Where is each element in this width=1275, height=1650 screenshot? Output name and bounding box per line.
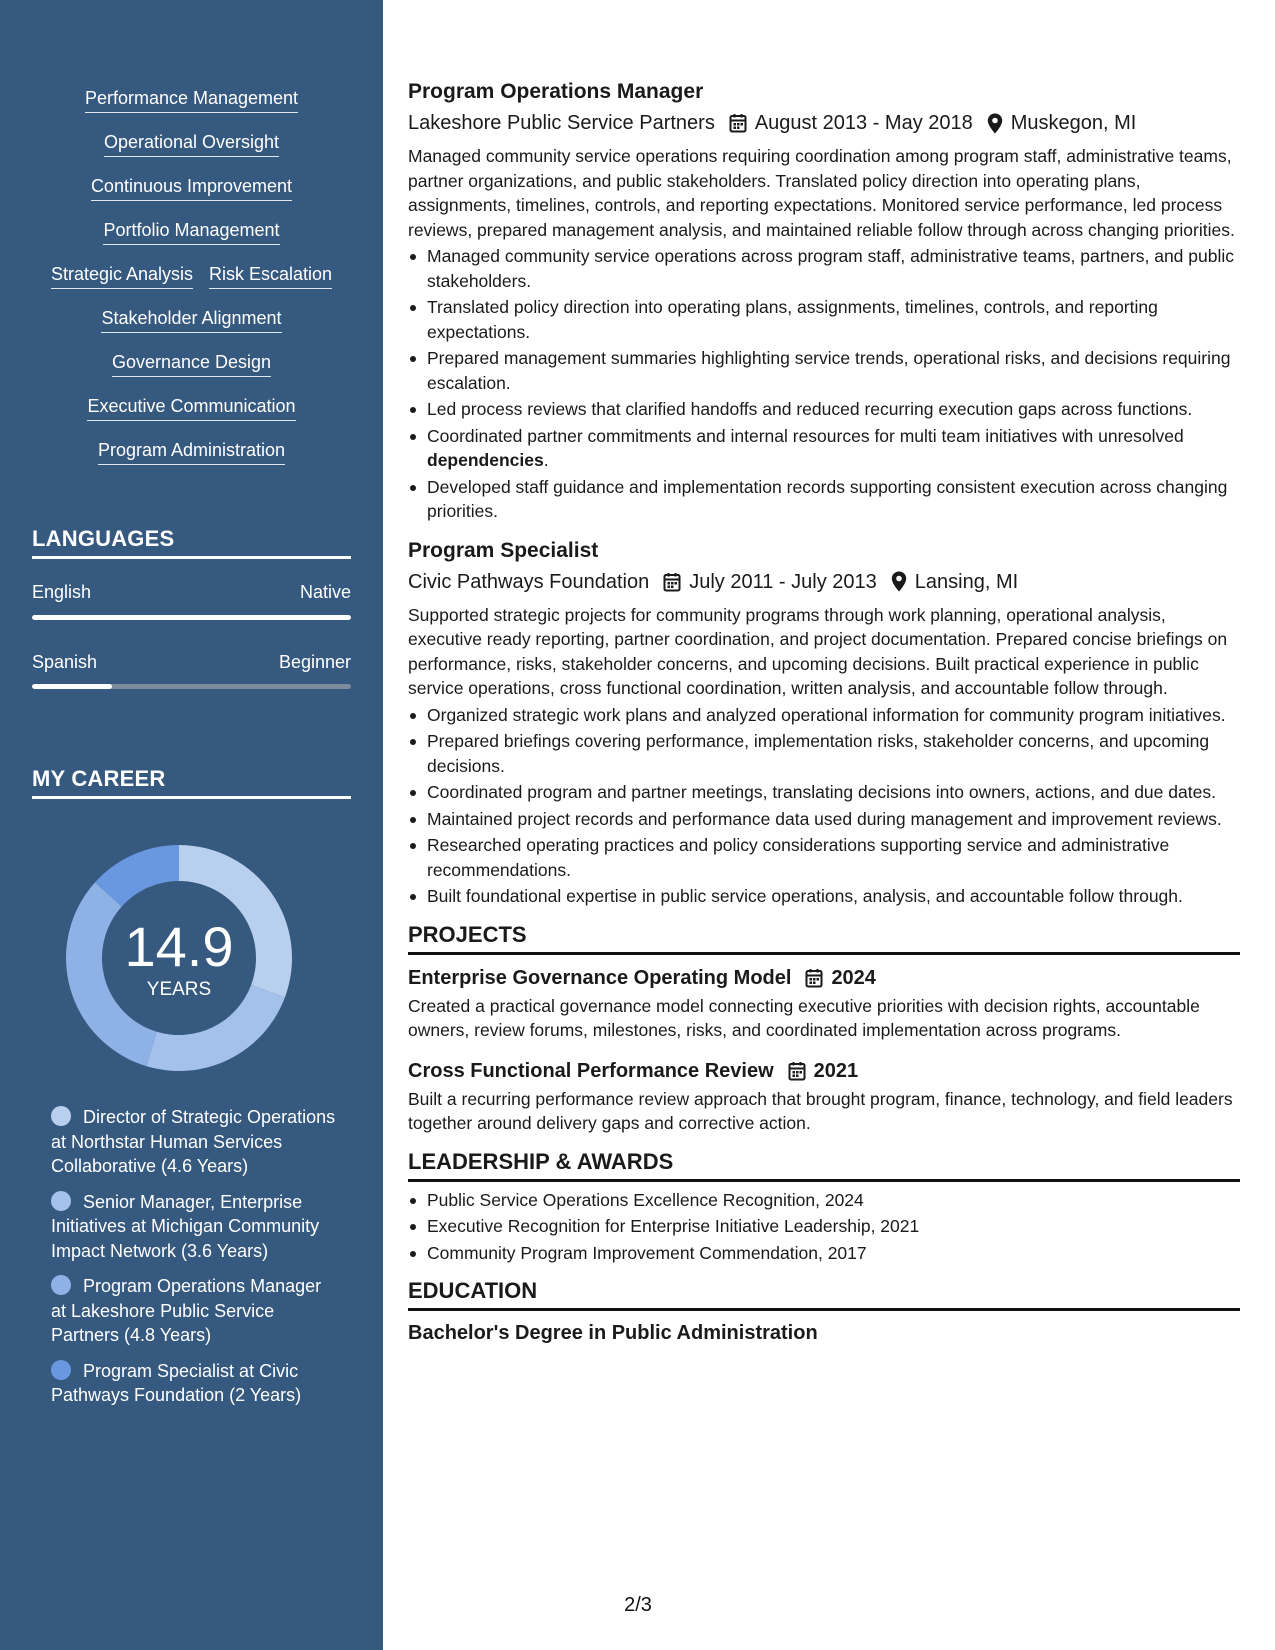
skill-tag: Strategic Analysis xyxy=(51,262,193,289)
project-title-row xyxy=(408,964,1240,992)
education-degree: Bachelor's Degree in Public Administration xyxy=(408,1322,818,1344)
skills-list xyxy=(32,86,351,465)
language-proficiency-fill xyxy=(32,615,351,620)
skill-tag: Performance Management xyxy=(85,86,298,113)
career-total-unit: YEARS xyxy=(146,979,212,1000)
job-bullet: Organized strategic work plans and analyzed operational information for community program initiatives. xyxy=(427,703,1240,728)
company-name: Civic Pathways Foundation xyxy=(408,570,650,593)
award-item: Community Program Improvement Commendation, 2017 xyxy=(427,1241,1240,1266)
language-level: Native xyxy=(299,582,351,602)
career-legend xyxy=(51,1105,341,1419)
calendar-icon xyxy=(729,113,747,133)
projects-heading: PROJECTS xyxy=(408,921,1240,955)
job-summary: Managed community service operations requiring coordination among program staff, administrative teams, partner organizations, and public stakeholders. Translated policy direction into operating plans, assignments, timelines, controls, and reporting expectations. Monitored service performance, led process reviews, prepared management analysis, and maintained reliable follow through across changing priorities. xyxy=(408,146,1235,240)
language-proficiency-bar xyxy=(32,684,351,689)
job-title: Program Specialist xyxy=(408,538,599,562)
calendar-icon xyxy=(805,968,823,988)
language-name: English xyxy=(32,582,92,602)
career-total-value: 14.9 xyxy=(124,915,234,978)
job-bullet: Developed staff guidance and implementation records supporting consistent execution across changing priorities. xyxy=(427,475,1240,524)
job-summary: Supported strategic projects for community programs through work planning, operational analysis, executive ready reporting, partner coordination, and project documentation. Prepared concise briefings on performance, risks, stakeholder concerns, and upcoming decisions. Built practical experience in public service operations, cross functional coordination, written analysis, and accountable follow through. xyxy=(408,604,1228,698)
project-year: 2024 xyxy=(831,966,876,989)
job-bullet: Built foundational expertise in public service operations, analysis, and accountable follow through. xyxy=(427,884,1240,909)
bullet-suffix: . xyxy=(543,450,549,470)
career-legend-item xyxy=(51,1359,341,1408)
job-bullets xyxy=(427,703,1240,909)
job-bullet: Prepared briefings covering performance, implementation risks, stakeholder concerns, and upcoming decisions. xyxy=(427,729,1240,778)
awards-heading: LEADERSHIP & AWARDS xyxy=(408,1148,1240,1182)
job-dates: July 2011 - July 2013 xyxy=(689,570,877,593)
main-content xyxy=(408,78,1240,1347)
experience-entry xyxy=(408,78,1240,524)
bullet-text: Coordinated partner commitments and internal resources for multi team initiatives with unresolved xyxy=(427,425,1184,446)
language-row xyxy=(32,652,351,673)
skill-tag: Stakeholder Alignment xyxy=(101,306,281,333)
project-year: 2021 xyxy=(813,1059,859,1082)
bullet-bold-text: dependencies xyxy=(427,450,544,470)
language-row xyxy=(32,582,351,603)
career-legend-item xyxy=(51,1274,341,1348)
job-meta xyxy=(408,109,1240,137)
project-entry xyxy=(408,1057,1240,1136)
skill-tag: Governance Design xyxy=(112,350,271,377)
project-entry xyxy=(408,964,1240,1043)
language-proficiency-bar xyxy=(32,615,351,620)
project-description: Created a practical governance model connecting executive priorities with decision rights, accountable owners, review forums, milestones, risks, and coordinated implementation across programs. xyxy=(408,995,1200,1040)
project-title: Cross Functional Performance Review xyxy=(408,1059,774,1082)
job-bullet xyxy=(427,424,1240,473)
calendar-icon xyxy=(663,572,681,592)
job-bullet: Coordinated program and partner meetings, translating decisions into owners, actions, and due dates. xyxy=(427,780,1240,805)
language-level: Beginner xyxy=(278,652,351,672)
education-heading: EDUCATION xyxy=(408,1277,1240,1311)
company-name: Lakeshore Public Service Partners xyxy=(408,112,715,134)
career-legend-text: Senior Manager, Enterprise Initiatives at Michigan Community Impact Network (3.6 Years) xyxy=(51,1191,320,1261)
job-title: Program Operations Manager xyxy=(408,80,704,103)
career-donut-chart xyxy=(66,845,292,1071)
language-name: Spanish xyxy=(32,652,98,672)
job-bullet: Prepared management summaries highlighting service trends, operational risks, and decisions requiring escalation. xyxy=(427,346,1240,395)
project-title-row xyxy=(408,1057,1240,1085)
experience-entry xyxy=(408,537,1240,909)
project-description: Built a recurring performance review approach that brought program, finance, technology, and field leaders together around delivery gaps and corrective action. xyxy=(408,1088,1233,1133)
legend-dot xyxy=(51,1106,71,1126)
skill-tag: Executive Communication xyxy=(87,394,295,421)
career-legend-item xyxy=(51,1190,341,1264)
legend-dot xyxy=(51,1191,71,1211)
job-dates: August 2013 - May 2018 xyxy=(754,112,973,134)
career-legend-text: Program Specialist at Civic Pathways Foundation (2 Years) xyxy=(51,1360,302,1405)
career-heading: MY CAREER xyxy=(32,766,351,799)
job-location: Lansing, MI xyxy=(914,570,1019,593)
career-legend-text: Director of Strategic Operations at Northstar Human Services Collaborative (4.6 Years) xyxy=(51,1107,336,1176)
skill-tag: Continuous Improvement xyxy=(91,174,292,201)
awards-list xyxy=(427,1188,1240,1266)
project-title: Enterprise Governance Operating Model xyxy=(408,966,792,989)
page-number: 2/3 xyxy=(624,1594,652,1616)
job-bullet: Researched operating practices and policy considerations supporting service and administrative recommendations. xyxy=(427,833,1240,882)
job-bullet: Led process reviews that clarified handoffs and reduced recurring execution gaps across functions. xyxy=(427,397,1240,422)
award-item: Public Service Operations Excellence Recognition, 2024 xyxy=(427,1188,1240,1213)
skill-tag: Portfolio Management xyxy=(103,218,279,245)
skill-tag: Program Administration xyxy=(98,438,285,465)
skill-tag: Operational Oversight xyxy=(104,130,279,157)
sidebar xyxy=(0,0,383,1650)
career-legend-item xyxy=(51,1105,341,1179)
career-legend-text: Program Operations Manager at Lakeshore Public Service Partners (4.8 Years) xyxy=(51,1276,322,1345)
calendar-icon xyxy=(788,1061,806,1081)
map-pin-icon xyxy=(987,113,1003,134)
job-bullets xyxy=(427,244,1240,524)
award-item: Executive Recognition for Enterprise Initiative Leadership, 2021 xyxy=(427,1214,1240,1239)
job-bullet: Translated policy direction into operating plans, assignments, timelines, controls, and reporting expectations. xyxy=(427,295,1240,344)
skill-tag: Risk Escalation xyxy=(209,262,332,289)
languages-heading: LANGUAGES xyxy=(32,526,351,559)
map-pin-icon xyxy=(891,571,907,592)
language-proficiency-fill xyxy=(32,684,112,689)
job-location: Muskegon, MI xyxy=(1010,112,1137,134)
legend-dot xyxy=(51,1360,71,1380)
job-bullet: Maintained project records and performance data used during management and improvement reviews. xyxy=(427,807,1240,832)
legend-dot xyxy=(51,1275,71,1295)
job-bullet: Managed community service operations across program staff, administrative teams, partners, and public stakeholders. xyxy=(427,244,1240,293)
job-meta xyxy=(408,568,1240,596)
